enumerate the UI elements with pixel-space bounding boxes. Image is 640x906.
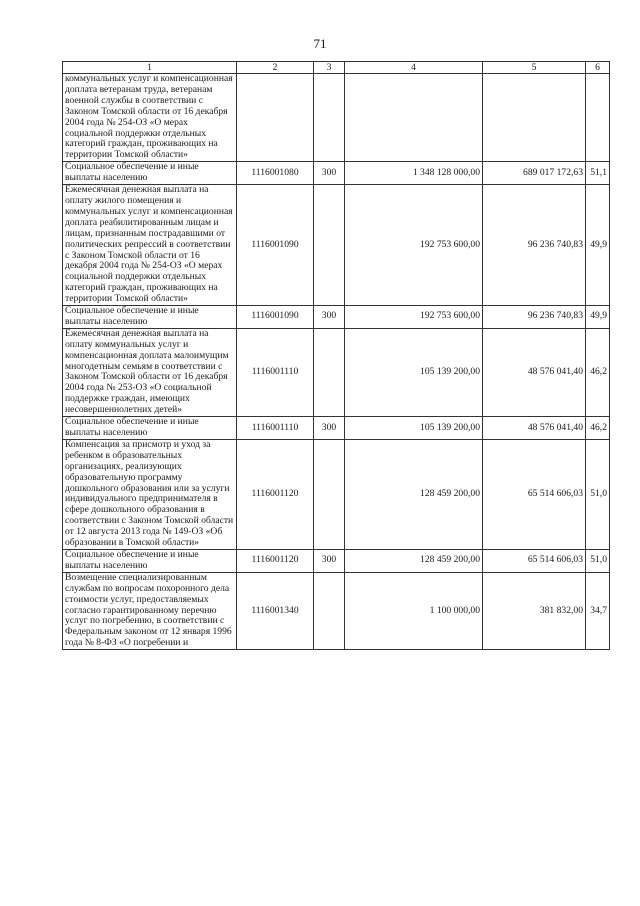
row-name: коммунальных услуг и компенсационная доплата ветеранам труда, ветеранам военной службы в соответствии с Законом Томской области от 16 декабря 2004 года № 254-ОЗ «О мерах социальной поддержки отдельных категорий граждан, проживающих на территории Томской области» (63, 74, 237, 162)
table-row (63, 306, 610, 329)
row-name: Возмещение специализированным службам по вопросам похоронного дела стоимости услуг, предоставляемых согласно гарантированному перечню услуг по погребению, в соответствии с Федеральным законом от 12 января 1996 года № 8-ФЗ «О погребении и (63, 572, 237, 649)
row-percent: 51,0 (586, 549, 610, 572)
row-expense-type (314, 328, 345, 416)
row-name: Социальное обеспечение и иные выплаты населению (63, 417, 237, 440)
row-expense-type: 300 (314, 306, 345, 329)
table-row (63, 185, 610, 306)
row-expense-type: 300 (314, 417, 345, 440)
row-code: 1116001080 (237, 162, 314, 185)
row-percent: 49,9 (586, 185, 610, 306)
row-name: Ежемесячная денежная выплата на оплату коммунальных услуг и компенсационная доплата малоимущим многодетным семьям в соответствии с Законом Томской области от 16 декабря 2004 года № 253-ОЗ «О социальной поддержке граждан, имеющих несовершеннолетних детей» (63, 328, 237, 416)
row-plan-amount: 105 139 200,00 (345, 417, 483, 440)
row-expense-type (314, 572, 345, 649)
row-actual-amount: 65 514 606,03 (483, 439, 586, 549)
table-row (63, 439, 610, 549)
row-percent (586, 74, 610, 162)
row-percent: 49,9 (586, 306, 610, 329)
row-actual-amount: 96 236 740,83 (483, 306, 586, 329)
column-header-1: 1 (63, 62, 237, 74)
table-row (63, 162, 610, 185)
column-header-5: 5 (483, 62, 586, 74)
row-code: 1116001340 (237, 572, 314, 649)
row-plan-amount: 1 100 000,00 (345, 572, 483, 649)
row-name: Ежемесячная денежная выплата на оплату жилого помещения и коммунальных услуг и компенсационная доплата реабилитированным лицам и лицам, признанным пострадавшими от политических репрессий в соответствии с Законом Томской области от 16 декабря 2004 года № 254-ОЗ «О мерах социальной поддержки отдельных категорий граждан, проживающих на территории Томской области» (63, 185, 237, 306)
table-row (63, 74, 610, 162)
column-header-2: 2 (237, 62, 314, 74)
table-row (63, 417, 610, 440)
page-number: 71 (313, 36, 327, 51)
row-percent: 51,1 (586, 162, 610, 185)
row-expense-type (314, 439, 345, 549)
row-plan-amount: 1 348 128 000,00 (345, 162, 483, 185)
row-code: 1116001110 (237, 417, 314, 440)
row-name: Социальное обеспечение и иные выплаты населению (63, 549, 237, 572)
budget-table (62, 61, 610, 650)
table-row (63, 549, 610, 572)
table-row (63, 328, 610, 416)
column-header-4: 4 (345, 62, 483, 74)
row-name: Социальное обеспечение и иные выплаты населению (63, 306, 237, 329)
row-expense-type: 300 (314, 162, 345, 185)
row-plan-amount (345, 74, 483, 162)
row-name: Компенсация за присмотр и уход за ребенком в образовательных организациях, реализующих образовательную программу дошкольного образования или за услуги индивидуального предпринимателя в сфере дошкольного образования в соответствии с Законом Томской области от 12 августа 2013 года № 149-ОЗ «Об образовании в Томской области» (63, 439, 237, 549)
column-header-3: 3 (314, 62, 345, 74)
row-actual-amount: 48 576 041,40 (483, 328, 586, 416)
row-actual-amount: 381 832,00 (483, 572, 586, 649)
row-plan-amount: 128 459 200,00 (345, 549, 483, 572)
row-actual-amount: 689 017 172,63 (483, 162, 586, 185)
row-percent: 51,0 (586, 439, 610, 549)
row-code: 1116001120 (237, 439, 314, 549)
row-code: 1116001090 (237, 306, 314, 329)
row-name: Социальное обеспечение и иные выплаты населению (63, 162, 237, 185)
row-code: 1116001110 (237, 328, 314, 416)
row-actual-amount: 96 236 740,83 (483, 185, 586, 306)
row-actual-amount: 48 576 041,40 (483, 417, 586, 440)
row-plan-amount: 105 139 200,00 (345, 328, 483, 416)
row-percent: 34,7 (586, 572, 610, 649)
row-percent: 46,2 (586, 417, 610, 440)
row-actual-amount (483, 74, 586, 162)
row-percent: 46,2 (586, 328, 610, 416)
column-header-6: 6 (586, 62, 610, 74)
row-code (237, 74, 314, 162)
row-plan-amount: 192 753 600,00 (345, 306, 483, 329)
row-expense-type: 300 (314, 549, 345, 572)
row-plan-amount: 192 753 600,00 (345, 185, 483, 306)
row-actual-amount: 65 514 606,03 (483, 549, 586, 572)
row-code: 1116001090 (237, 185, 314, 306)
table-header-row (63, 62, 610, 74)
row-expense-type (314, 185, 345, 306)
row-plan-amount: 128 459 200,00 (345, 439, 483, 549)
row-expense-type (314, 74, 345, 162)
table-row (63, 572, 610, 649)
row-code: 1116001120 (237, 549, 314, 572)
